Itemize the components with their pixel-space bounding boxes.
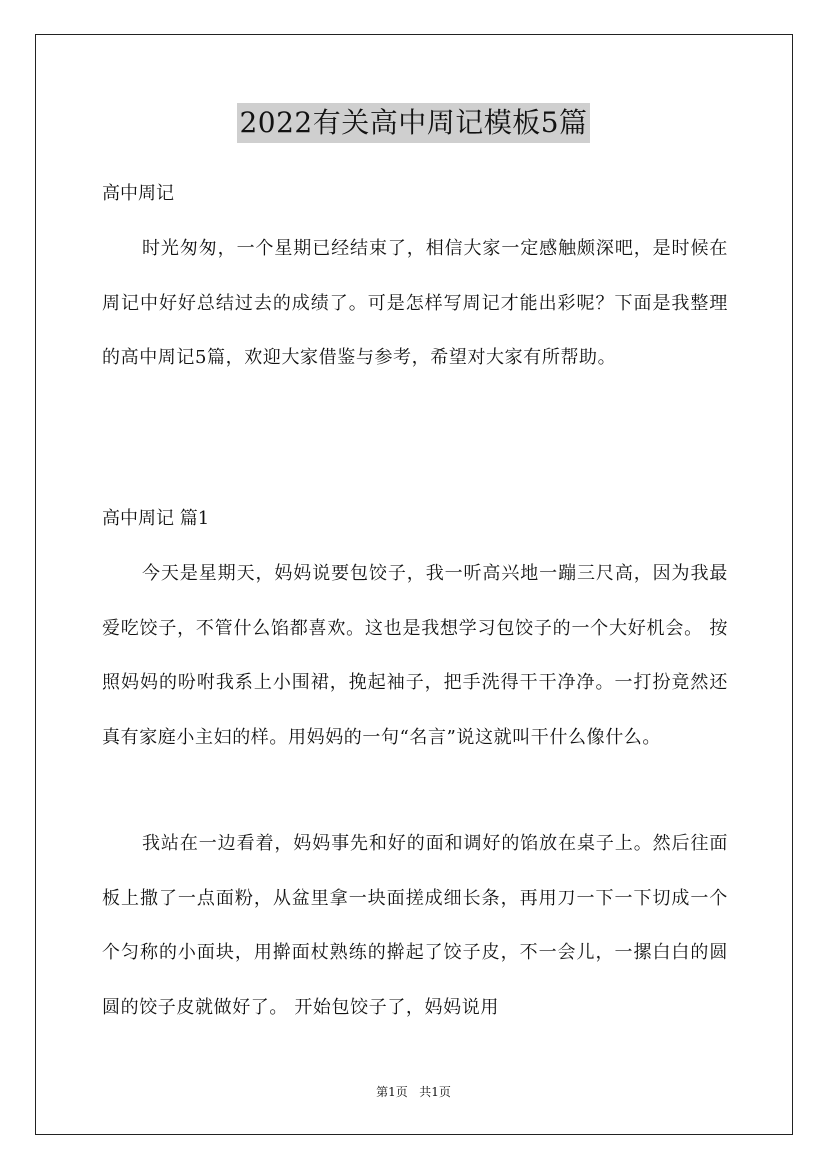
page-footer xyxy=(0,1083,827,1101)
section-heading-1: 高中周记 篇1 xyxy=(102,508,210,529)
section1-paragraph-2: 我站在一边看着，妈妈事先和好的面和调好的馅放在桌子上。然后往面板上撒了一点面粉，从盆里拿一块面搓成细长条，再用刀一下一下切成一个个匀称的小面块，用擀面杖熟练的擀起了饺子皮，不一会儿，一摞白白的圆圆的饺子皮就做好了。 开始包饺子了，妈妈说用 xyxy=(102,833,728,1018)
section1-paragraph-1: 今天是星期天，妈妈说要包饺子，我一听高兴地一蹦三尺高，因为我最爱吃饺子，不管什么馅都喜欢。这也是我想学习包饺子的一个大好机会。 按照妈妈的吩咐我系上小围裙，挽起袖子，把手洗得干干净净。一打扮竟然还真有家庭小主妇的样。用妈妈的一句“名言”说这就叫干什么像什么。 xyxy=(102,563,728,748)
page-total: 共1页 xyxy=(419,1085,451,1099)
intro-paragraph: 时光匆匆，一个星期已经结束了，相信大家一定感触颇深吧，是时候在周记中好好总结过去的成绩了。可是怎样写周记才能出彩呢？下面是我整理的高中周记5篇，欢迎大家借鉴与参考，希望对大家有所帮助。 xyxy=(102,238,728,368)
document-title: 2022有关高中周记模板5篇 xyxy=(237,103,589,143)
page-number: 第1页 xyxy=(376,1085,408,1099)
section-heading-intro: 高中周记 xyxy=(102,183,174,204)
title-container xyxy=(0,103,827,143)
